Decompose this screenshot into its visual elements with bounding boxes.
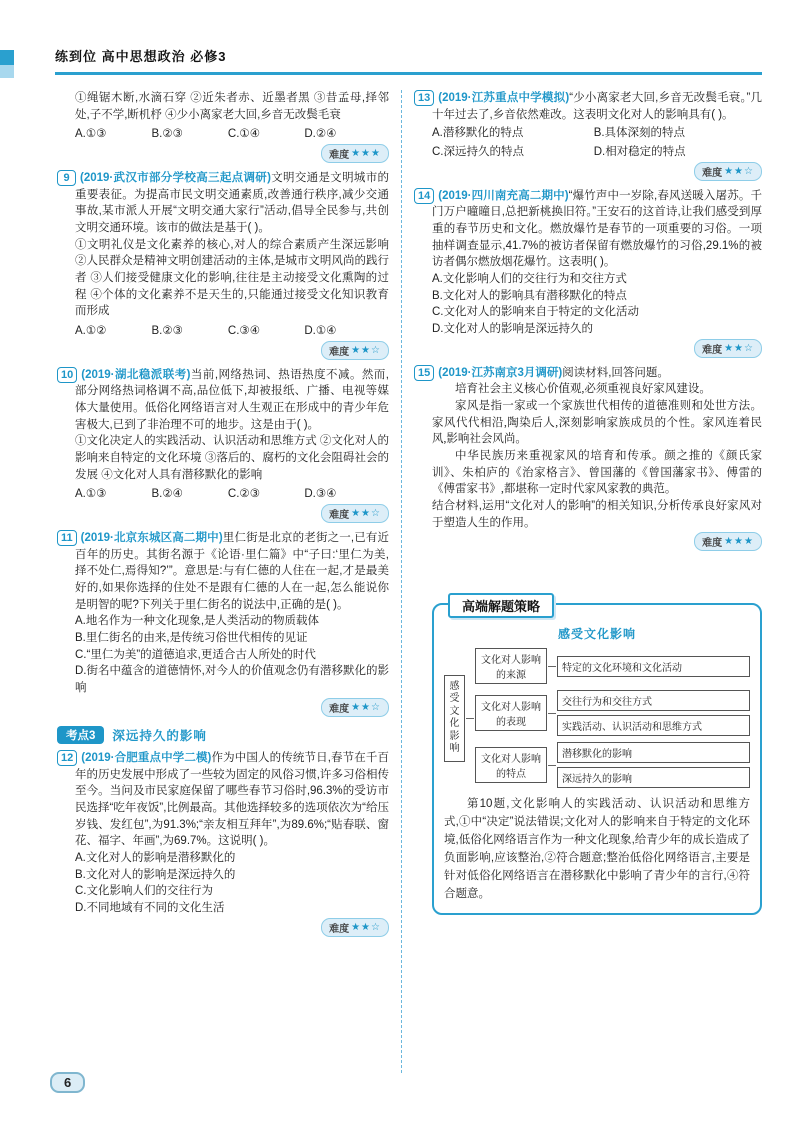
option-a: A.地名作为一种文化现象,是人类活动的物质载体 — [75, 615, 320, 628]
question-text: 作为中国人的传统节日,春节在千百年的历史发展中形成了一些较为固定的风俗习惯,许多习俗相传至今。当问及市民家庭保留了哪些春节习俗时,96.3%的受访市民选择“吃年夜饭”,比例最高。其他选择较多的选项依次为“给压岁钱、发红包”,为91.3%;“亲友相互拜年”,为89.6%;“贴春联、窗花、福字、年画”,为69.7%。这说明( )。 — [75, 751, 389, 848]
option-c: C.文化对人的影响来自于特定的文化活动 — [432, 306, 639, 319]
difficulty-row — [432, 162, 762, 181]
question-body — [418, 188, 762, 271]
options-block — [75, 850, 389, 917]
question-source: (2019·四川南充高二期中) — [438, 189, 569, 202]
question-source: (2019·江苏南京3月调研) — [438, 366, 563, 379]
question-body — [418, 90, 762, 123]
leaf-box: 交往行为和交往方式 — [557, 690, 750, 711]
option-a: A.文化影响人们的交往行为和交往方式 — [432, 273, 627, 286]
leaf-row — [557, 715, 750, 736]
options-row — [75, 321, 389, 340]
question-statements: ①文化决定人的实践活动、认识活动和思维方式 ②文化对人的影响来自特定的文化环境 ③落后的、腐朽的文化会阻碍社会的发展 ④文化对人具有潜移默化的影响 — [75, 435, 389, 481]
option-d: D.文化对人的影响是深远持久的 — [432, 323, 593, 336]
question-text: 文明交通是文明城市的重要表征。为提高市民文明交通素质,改善通行秩序,减少交通事故,某市派人开展“文明交通大家行”活动,倡导全民参与,共创文明交通环境。该市的做法是基于( )。 — [75, 172, 389, 235]
difficulty-label: 难度 — [329, 923, 350, 935]
branch-label-box: 文化对人影响的表现 — [475, 695, 547, 731]
difficulty-badge — [321, 504, 389, 523]
difficulty-row — [75, 918, 389, 937]
option-c: C.①④ — [227, 128, 261, 141]
page-header — [55, 46, 762, 75]
option-d: D.②④ — [304, 128, 337, 141]
question-15 — [418, 365, 762, 552]
diagram-branches — [475, 648, 750, 788]
difficulty-badge — [321, 698, 389, 717]
right-column — [401, 90, 762, 1073]
question-body — [61, 750, 389, 850]
difficulty-row — [75, 144, 389, 163]
page-number: 6 — [50, 1072, 85, 1093]
question-number-badge: 15 — [414, 365, 434, 381]
connector-line — [548, 666, 556, 667]
question-number-badge: 12 — [57, 750, 77, 766]
option-a: A.①③ — [75, 488, 107, 501]
question-text: 里仁街是北京的老街之一,已有近百年的历史。其街名源于《论语·里仁篇》中“子曰:‘里仁为美,择不处仁,焉得知?’”。意思是:与有仁德的人住在一起,才是最美好的,如果你选择的住处不是跟有仁德的人在一起,怎么能说你是明智的呢?下列关于里仁街名的说法中,正确的是( )。 — [75, 532, 389, 611]
difficulty-badge — [321, 918, 389, 937]
branch-label-box: 文化对人影响的特点 — [475, 747, 547, 783]
strategy-diagram — [444, 648, 750, 788]
question-statements: ①文明礼仪是文化素养的核心,对人的综合素质产生深远影响 ②人民群众是精神文明创建活动的主体,是城市文明风尚的践行者 ③人们接受健康文化的影响,往往是主动接受文化熏陶的过程 ④个体的文化素养不是天生的,只能通过接受文化知识教育而形成 — [75, 238, 389, 318]
difficulty-label: 难度 — [329, 703, 350, 715]
question-statements: ①绳锯木断,水滴石穿 ②近朱者赤、近墨者黑 ③昔孟母,择邻处,子不学,断机杼 ④少小离家老大回,乡音无改鬓毛衰 — [75, 92, 389, 121]
question-9 — [63, 170, 389, 360]
leaf-row — [557, 742, 750, 763]
difficulty-label: 难度 — [702, 538, 723, 550]
difficulty-badge — [321, 341, 389, 360]
option-b: B.②③ — [151, 325, 183, 338]
option-b: B.②③ — [151, 128, 183, 141]
difficulty-stars: ★★★ — [351, 148, 381, 160]
difficulty-label: 难度 — [329, 150, 350, 162]
option-c: C.②③ — [227, 488, 261, 501]
difficulty-row — [432, 339, 762, 358]
branch-leaves — [557, 656, 750, 677]
branch-label-box: 文化对人影响的来源 — [475, 648, 547, 684]
question-text: 阅读材料,回答问题。 — [562, 366, 669, 379]
diagram-branch-manifestation — [475, 690, 750, 736]
question-11 — [61, 530, 389, 717]
question-number-badge: 13 — [414, 90, 434, 106]
options-row — [75, 124, 389, 143]
option-d: D.①④ — [304, 325, 337, 338]
question-14 — [418, 188, 762, 358]
leaf-row — [557, 767, 750, 788]
question-source: (2019·合肥重点中学二模) — [81, 751, 212, 764]
leaf-row — [557, 656, 750, 677]
leaf-box: 特定的文化环境和文化活动 — [557, 656, 750, 677]
difficulty-label: 难度 — [329, 346, 350, 358]
question-body — [418, 365, 762, 382]
difficulty-row — [75, 341, 389, 360]
question-body — [63, 170, 389, 237]
question-source: (2019·北京东城区高二期中) — [80, 532, 223, 545]
question-number-badge: 10 — [57, 367, 77, 383]
topic-heading — [66, 726, 389, 744]
edge-tab-light — [0, 65, 14, 78]
question-source: (2019·湖北稳派联考) — [81, 368, 191, 381]
question-text: “爆竹声中一岁除,春风送暖入屠苏。千门万户曈曈日,总把新桃换旧符。”王安石的这首诗,让我们感受到厚重的春节历史和文化。燃放爆竹是春节的一项重要的习俗。一项抽样调查显示,41.7%的被访者保留有燃放爆竹的习俗,29.1%的被访者偶尔燃放烟花爆竹。这表明( )。 — [432, 189, 762, 269]
question-13 — [418, 90, 762, 181]
diagram-branch-source — [475, 648, 750, 684]
options-row — [75, 484, 389, 503]
option-c: C.③④ — [227, 325, 261, 338]
leaf-box: 实践活动、认识活动和思维方式 — [557, 715, 750, 736]
difficulty-label: 难度 — [702, 167, 723, 179]
options-block — [432, 271, 762, 338]
difficulty-stars: ★★☆ — [351, 508, 381, 520]
option-a: A.①② — [75, 325, 107, 338]
option-a: A.文化对人的影响是潜移默化的 — [75, 851, 236, 864]
question-source: (2019·武汉市部分学校高三起点调研) — [80, 172, 271, 185]
difficulty-stars: ★★★ — [724, 536, 754, 548]
difficulty-badge — [694, 162, 762, 181]
topic-title: 深远持久的影响 — [112, 728, 207, 743]
strategy-title: 高端解题策略 — [448, 593, 554, 618]
question-body — [61, 530, 389, 613]
option-a: A.潜移默化的特点 — [432, 127, 524, 140]
header-title: 练到位 高中思想政治 必修3 — [55, 49, 227, 64]
leaf-box: 深远持久的影响 — [557, 767, 750, 788]
question-body — [61, 367, 389, 434]
strategy-box — [432, 599, 762, 915]
option-d: D.③④ — [304, 488, 337, 501]
option-b: B.里仁街名的由来,是传统习俗世代相传的见证 — [75, 632, 308, 645]
diagram-branch-characteristics — [475, 742, 750, 788]
option-d: D.街名中蕴含的道德情怀,对今人的价值观念仍有潜移默化的影响 — [75, 665, 389, 695]
options-block — [75, 613, 389, 696]
question-10 — [61, 367, 389, 523]
leaf-box: 潜移默化的影响 — [557, 742, 750, 763]
material-paragraph: 家风是指一家或一个家族世代相传的道德准则和处世方法。家风代代相沿,陶染后人,深刻影响家族成员的个性。家风连着民风,影响社会风尚。 — [432, 400, 762, 446]
option-b: B.②④ — [151, 488, 183, 501]
connector-line — [466, 718, 474, 719]
option-c: C.深远持久的特点 — [432, 146, 524, 159]
difficulty-badge — [694, 532, 762, 551]
question-12 — [61, 750, 389, 937]
strategy-explanation: 第10题,文化影响人的实践活动、认识活动和思维方式,①中“决定”说法错误;文化对人的影响来自于特定的文化环境,低俗化网络语言作为一种文化现象,给青少年的成长造成了负面影响,应该整治,②符合题意;整治低俗化网络语言,主要是针对低俗化网络语言在潜移默化中影响了青少年的言行,④符合题意。 — [444, 798, 750, 900]
question-8-continuation — [75, 90, 389, 163]
difficulty-stars: ★★☆ — [351, 921, 381, 933]
option-b: B.具体深刻的特点 — [593, 127, 686, 140]
difficulty-label: 难度 — [702, 344, 723, 356]
difficulty-stars: ★★☆ — [351, 701, 381, 713]
content-columns — [55, 90, 762, 1073]
difficulty-stars: ★★☆ — [351, 344, 381, 356]
question-number-badge: 9 — [57, 170, 76, 186]
difficulty-label: 难度 — [329, 510, 350, 522]
option-b: B.文化对人的影响是深远持久的 — [75, 868, 236, 881]
option-b: B.文化对人的影响具有潜移默化的特点 — [432, 289, 627, 302]
question-text: 当前,网络热词、热语热度不减。然而,部分网络热词格调不高,品位低下,却被报纸、广播、电视等媒体大量使用。低俗化网络语言对人生观正在形成中的青少年危害极大,已到了非治理不可的地步。这是由于( )。 — [75, 368, 389, 431]
difficulty-row — [75, 698, 389, 717]
option-d: D.相对稳定的特点 — [593, 146, 686, 159]
difficulty-row — [432, 532, 762, 551]
option-a: A.①③ — [75, 128, 107, 141]
question-number-badge: 11 — [57, 530, 77, 546]
question-task: 结合材料,运用“文化对人的影响”的相关知识,分析传承良好家风对于塑造人生的作用。 — [432, 500, 762, 529]
option-c: C.文化影响人们的交往行为 — [75, 885, 213, 898]
left-column — [55, 90, 401, 1073]
leaf-row — [557, 690, 750, 711]
question-source: (2019·江苏重点中学模拟) — [438, 92, 570, 104]
edge-tab-dark — [0, 50, 14, 65]
difficulty-stars: ★★☆ — [724, 342, 754, 354]
branch-leaves — [557, 690, 750, 736]
difficulty-badge — [694, 339, 762, 358]
option-c: C.“里仁为美”的道德追求,更适合古人所处的时代 — [75, 648, 316, 661]
connector-line — [548, 713, 556, 714]
options-grid — [432, 123, 762, 160]
option-d: D.不同地域有不同的文化生活 — [75, 901, 225, 914]
question-number-badge: 14 — [414, 188, 434, 204]
topic-badge: 考点3 — [57, 726, 104, 744]
material-paragraph: 培育社会主义核心价值观,必须重视良好家风建设。 — [455, 383, 711, 396]
connector-line — [548, 765, 556, 766]
difficulty-badge — [321, 144, 389, 163]
difficulty-row — [75, 504, 389, 523]
question-text: “少小离家老大回,乡音无改鬓毛衰。”几十年过去了,乡音依然难改。这表明文化对人的影响具有( )。 — [432, 92, 762, 121]
diagram-heading: 感受文化影响 — [557, 627, 636, 642]
branch-leaves — [557, 742, 750, 788]
diagram-root-box: 感受文化影响 — [444, 675, 465, 762]
material-paragraph: 中华民族历来重视家风的培育和传承。颜之推的《颜氏家训》、朱柏庐的《治家格言》、曾国藩的《曾国藩家书》、傅雷的《傅雷家书》,都堪称一定时代家风家教的典范。 — [432, 450, 762, 496]
difficulty-stars: ★★☆ — [724, 165, 754, 177]
